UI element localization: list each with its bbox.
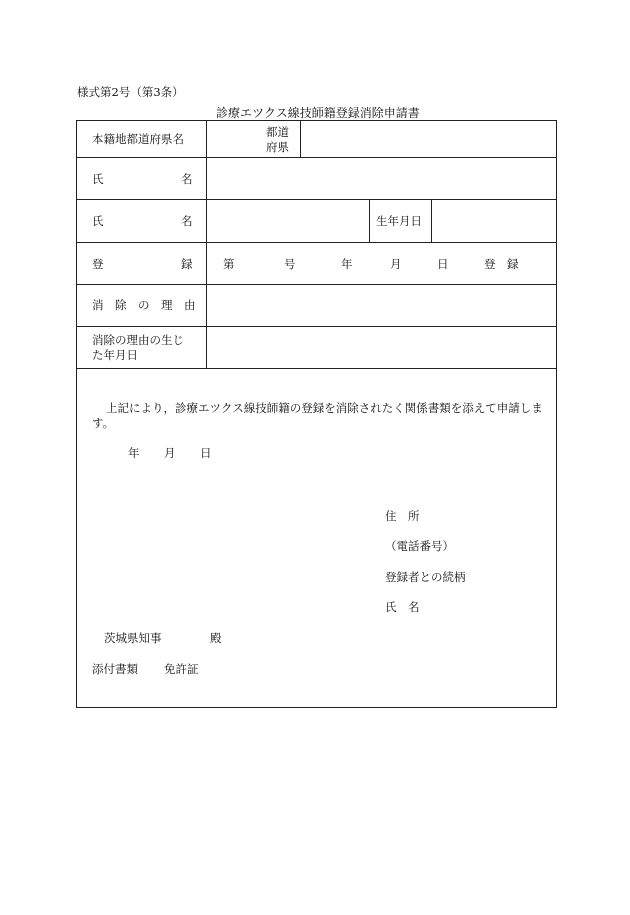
applicant-name-label: 氏 名 <box>385 600 420 614</box>
domicile-prefecture-label: 本籍地都道府県名 <box>92 132 184 146</box>
form-number: 様式第2号（第3条） <box>77 85 184 99</box>
honorific: 殿 <box>210 631 222 645</box>
application-year: 年 <box>128 446 140 460</box>
phone-label: （電話番号） <box>385 539 454 553</box>
name-label-a-2: 氏 <box>92 214 104 228</box>
registration-touroku: 登 録 <box>484 257 519 271</box>
name-field[interactable] <box>207 158 556 199</box>
name-label-b: 名 <box>181 172 193 186</box>
registration-go: 号 <box>284 257 296 271</box>
application-day: 日 <box>200 446 212 460</box>
name-field-2[interactable] <box>207 200 369 242</box>
registration-label-a: 登 <box>92 257 104 271</box>
statement-line-2: す。 <box>92 416 115 430</box>
birth-date-label: 生年月日 <box>376 214 422 228</box>
cancellation-reason-label: 消 除 の 理 由 <box>92 298 196 312</box>
document-title: 診療エツクス線技師籍登録消除申請書 <box>216 106 420 120</box>
birth-date-field[interactable] <box>432 200 556 242</box>
registration-year: 年 <box>341 257 353 271</box>
reason-date-field[interactable] <box>207 327 556 368</box>
reason-date-label-2: た年月日 <box>92 348 138 362</box>
name-label-a: 氏 <box>92 172 104 186</box>
addressee: 茨城県知事 <box>104 631 162 645</box>
prefecture-suffix-2: 府県 <box>266 140 289 154</box>
relation-label: 登録者との続柄 <box>385 570 466 584</box>
registration-day: 日 <box>437 257 449 271</box>
application-month: 月 <box>164 446 176 460</box>
statement-line-1: 上記により，診療エツクス線技師籍の登録を消除されたく関係書類を添えて申請しま <box>106 401 543 415</box>
prefecture-suffix-1: 都道 <box>266 125 289 139</box>
name-label-b-2: 名 <box>181 214 193 228</box>
registration-month: 月 <box>390 257 402 271</box>
reason-date-label-1: 消除の理由の生じ <box>92 333 184 347</box>
cancellation-reason-field[interactable] <box>207 285 556 326</box>
attachments-value: 免許証 <box>164 662 199 676</box>
address-label: 住 所 <box>385 509 420 523</box>
attachments-label: 添付書類 <box>92 662 138 676</box>
registration-label-b: 録 <box>181 257 193 271</box>
registration-dai: 第 <box>223 257 235 271</box>
